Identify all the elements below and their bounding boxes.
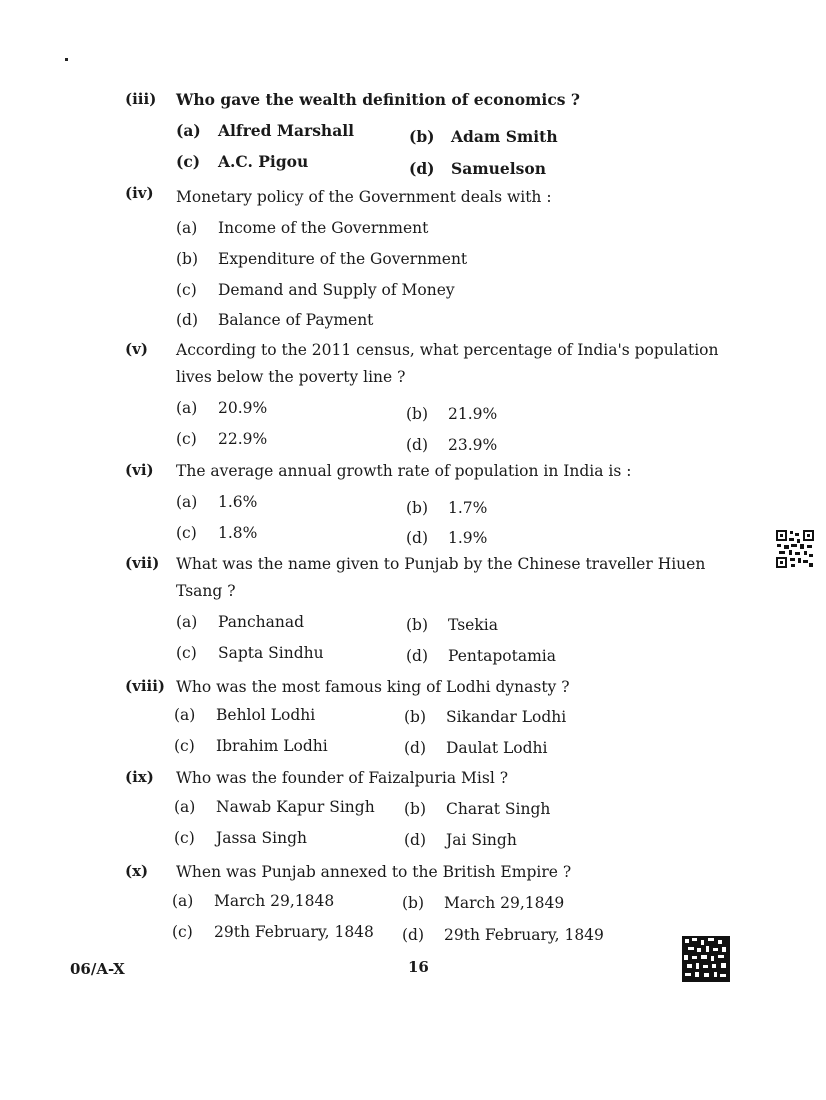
- option-d: (d) 1.9%: [406, 529, 488, 547]
- option-c: (c) Jassa Singh: [174, 829, 307, 847]
- question-text: Who was the most famous king of Lodhi dynasty ?: [176, 678, 570, 696]
- option-a: (a) March 29,1848: [172, 892, 335, 910]
- question-number: (ix): [125, 768, 154, 786]
- option-b: (b) Adam Smith: [409, 127, 558, 146]
- option-b: (b) 21.9%: [406, 405, 498, 423]
- option-b: (b) March 29,1849: [402, 894, 565, 912]
- paper-code: 06/A-X: [70, 960, 125, 978]
- question-text: Who was the founder of Faizalpuria Misl ?: [176, 769, 509, 787]
- option-c: (c) A.C. Pigou: [176, 152, 309, 171]
- option-a: (a) Behlol Lodhi: [174, 706, 316, 724]
- option-a: (a) Nawab Kapur Singh: [174, 798, 375, 816]
- option-b: (b) Charat Singh: [404, 800, 551, 818]
- option-c: (c) 1.8%: [176, 524, 258, 542]
- option-a: (a) 1.6%: [176, 493, 258, 511]
- option-b: (b) Tsekia: [406, 616, 498, 634]
- option-c: (c) Ibrahim Lodhi: [174, 737, 328, 755]
- question-text: Monetary policy of the Government deals with :: [176, 188, 552, 206]
- question-text: The average annual growth rate of population in India is :: [176, 462, 632, 480]
- question-text: What was the name given to Punjab by the Chinese traveller Hiuen Tsang ?: [176, 555, 706, 600]
- question-number: (vii): [125, 554, 160, 572]
- option-c: (c) Demand and Supply of Money: [176, 281, 455, 299]
- option-d: (d) 23.9%: [406, 436, 498, 454]
- option-d: (d) 29th February, 1849: [402, 926, 604, 944]
- option-a: (a) Income of the Government: [176, 219, 429, 237]
- question-number: (iv): [125, 184, 154, 202]
- option-b: (b) 1.7%: [406, 499, 488, 517]
- question-number: (v): [125, 340, 148, 358]
- question-number: (iii): [125, 90, 157, 108]
- option-a: (a) Panchanad: [176, 613, 305, 631]
- option-b: (b) Sikandar Lodhi: [404, 708, 567, 726]
- option-a: (a) Alfred Marshall: [176, 121, 355, 140]
- barcode-icon: [682, 936, 730, 982]
- question-text: Who gave the wealth definition of economics ?: [176, 90, 580, 109]
- option-c: (c) 22.9%: [176, 430, 268, 448]
- scan-speck: [65, 58, 68, 61]
- option-a: (a) 20.9%: [176, 399, 268, 417]
- question-text: According to the 2011 census, what percentage of India's population lives below the poverty line ?: [176, 341, 719, 386]
- option-d: (d) Balance of Payment: [176, 311, 374, 329]
- option-c: (c) Sapta Sindhu: [176, 644, 324, 662]
- option-c: (c) 29th February, 1848: [172, 923, 374, 941]
- page-number: 16: [408, 958, 429, 976]
- option-d: (d) Daulat Lodhi: [404, 739, 548, 757]
- option-d: (d) Samuelson: [409, 159, 546, 178]
- question-number: (viii): [125, 677, 166, 695]
- question-number: (x): [125, 862, 149, 880]
- qr-code-icon: [776, 530, 814, 568]
- option-b: (b) Expenditure of the Government: [176, 250, 468, 268]
- option-d: (d) Jai Singh: [404, 831, 517, 849]
- question-number: (vi): [125, 461, 154, 479]
- question-text: When was Punjab annexed to the British Empire ?: [176, 863, 572, 881]
- option-d: (d) Pentapotamia: [406, 647, 556, 665]
